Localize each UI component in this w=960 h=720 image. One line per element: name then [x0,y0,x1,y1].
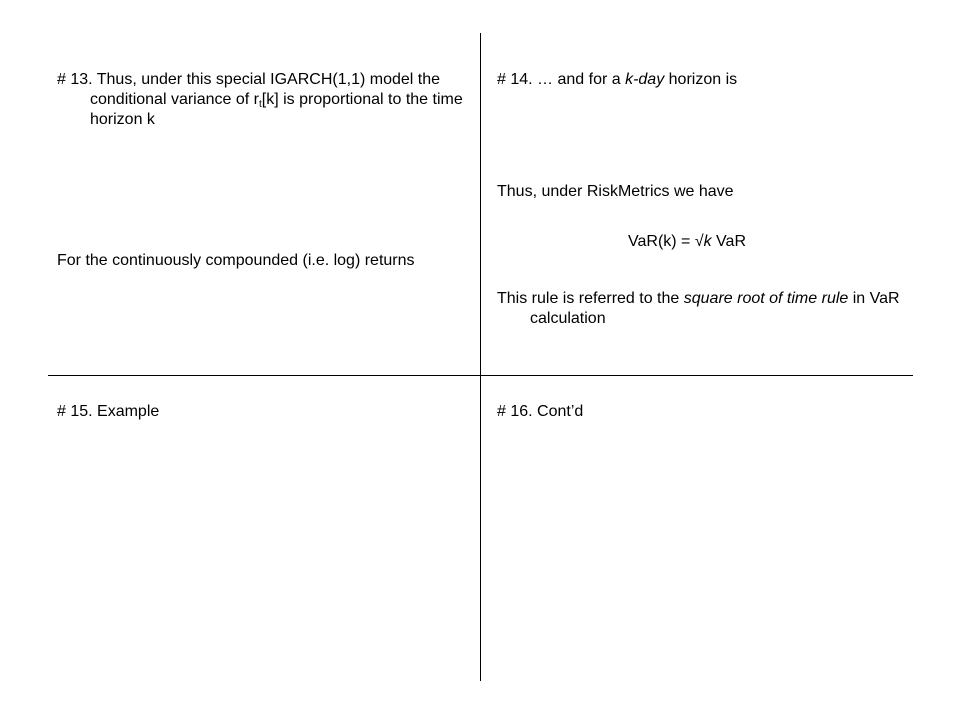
q16-heading: # 16. Cont’d [497,403,584,420]
var-formula: VaR(k) = √k VaR [628,233,746,250]
q13-heading: # 13. Thus, under this special IGARCH(1,1) model the conditional variance of $r_t[k]$ is proportional to the time horizon k [57,71,463,128]
q13-note: For the continuously compounded (i.e. log) returns [57,252,415,269]
subscript-t: t [258,99,262,110]
vertical-divider [480,33,481,681]
q14-rule: This rule is referred to the square root of time rule in VaR calculation [497,290,900,327]
q14-line1: Thus, under RiskMetrics we have [497,183,734,200]
q14-heading: # 14. … and for a k-day horizon is [497,71,738,88]
q15-heading: # 15. Example [57,403,160,420]
horizontal-divider [48,375,913,376]
